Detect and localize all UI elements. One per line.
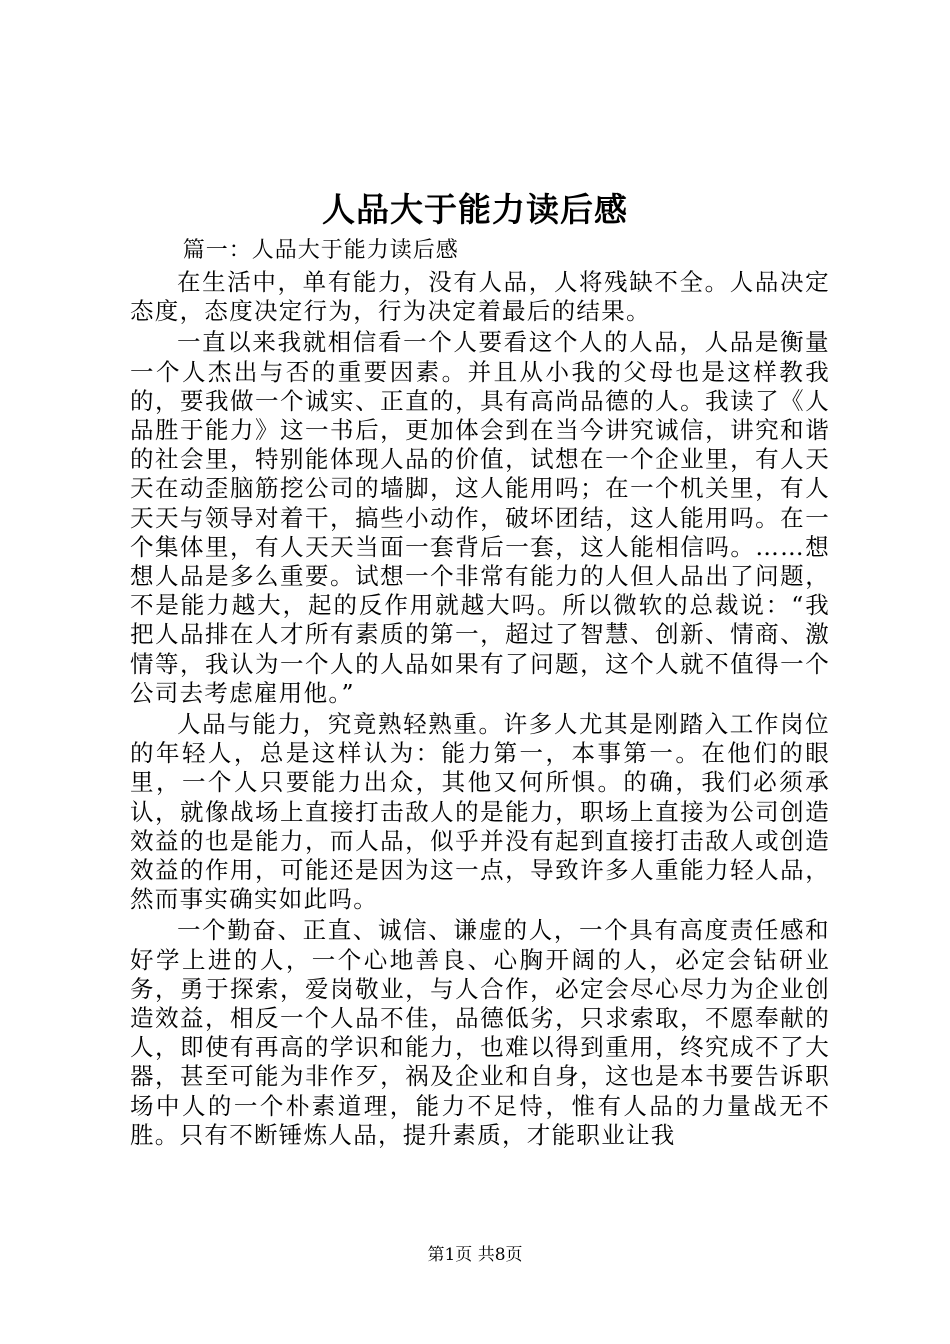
paragraph-4: 一个勤奋、正直、诚信、谦虚的人，一个具有高度责任感和好学上进的人，一个心地善良、心胸开阔的人，必定会钻研业务，勇于探索，爱岗敬业，与人合作，必定会尽心尽力为企业创造效益，相反一个人品不佳，品德低劣，只求索取，不愿奉献的人，即使有再高的学识和能力，也难以得到重用，终究成不了大器，甚至可能为非作歹，祸及企业和自身，这也是本书要告诉职场中人的一个朴素道理，能力不足恃，惟有人品的力量战无不胜。只有不断锤炼人品，提升素质，才能职业让我 xyxy=(130,916,830,1149)
paragraph-3: 人品与能力，究竟熟轻熟重。许多人尤其是刚踏入工作岗位的年轻人，总是这样认为：能力第一，本事第一。在他们的眼里，一个人只要能力出众，其他又何所惧。的确，我们必须承认，就像战场上直接打击敌人的是能力，职场上直接为公司创造效益的也是能力，而人品，似乎并没有起到直接打击敌人或创造效益的作用，可能还是因为这一点，导致许多人重能力轻人品，然而事实确实如此吗。 xyxy=(130,710,830,914)
section-heading: 篇一：人品大于能力读后感 xyxy=(182,238,459,263)
paragraph-2: 一直以来我就相信看一个人要看这个人的人品，人品是衡量一个人杰出与否的重要因素。并且从小我的父母也是这样教我的，要我做一个诚实、正直的，具有高尚品德的人。我读了《人品胜于能力》这一书后，更加体会到在当今讲究诚信，讲究和谐的社会里，特别能体现人品的价值，试想在一个企业里，有人天天在动歪脑筋挖公司的墙脚，这人能用吗；在一个机关里，有人天天与领导对着干，搞些小动作，破坏团结，这人能用吗。在一个集体里，有人天天当面一套背后一套，这人能相信吗。……想想人品是多么重要。试想一个非常有能力的人但人品出了问题，不是能力越大，起的反作用就越大吗。所以微软的总裁说：“我把人品排在人才所有素质的第一，超过了智慧、创新、情商、激情等，我认为一个人的人品如果有了问题，这个人就不值得一个公司去考虑雇用他。” xyxy=(130,328,830,707)
document-title: 人品大于能力读后感 xyxy=(322,190,628,229)
document-body xyxy=(130,236,830,1152)
page-footer: 第1页 共8页 xyxy=(427,1245,523,1265)
paragraph-1: 在生活中，单有能力，没有人品，人将残缺不全。人品决定态度，态度决定行为，行为决定着最后的结果。 xyxy=(130,268,830,326)
